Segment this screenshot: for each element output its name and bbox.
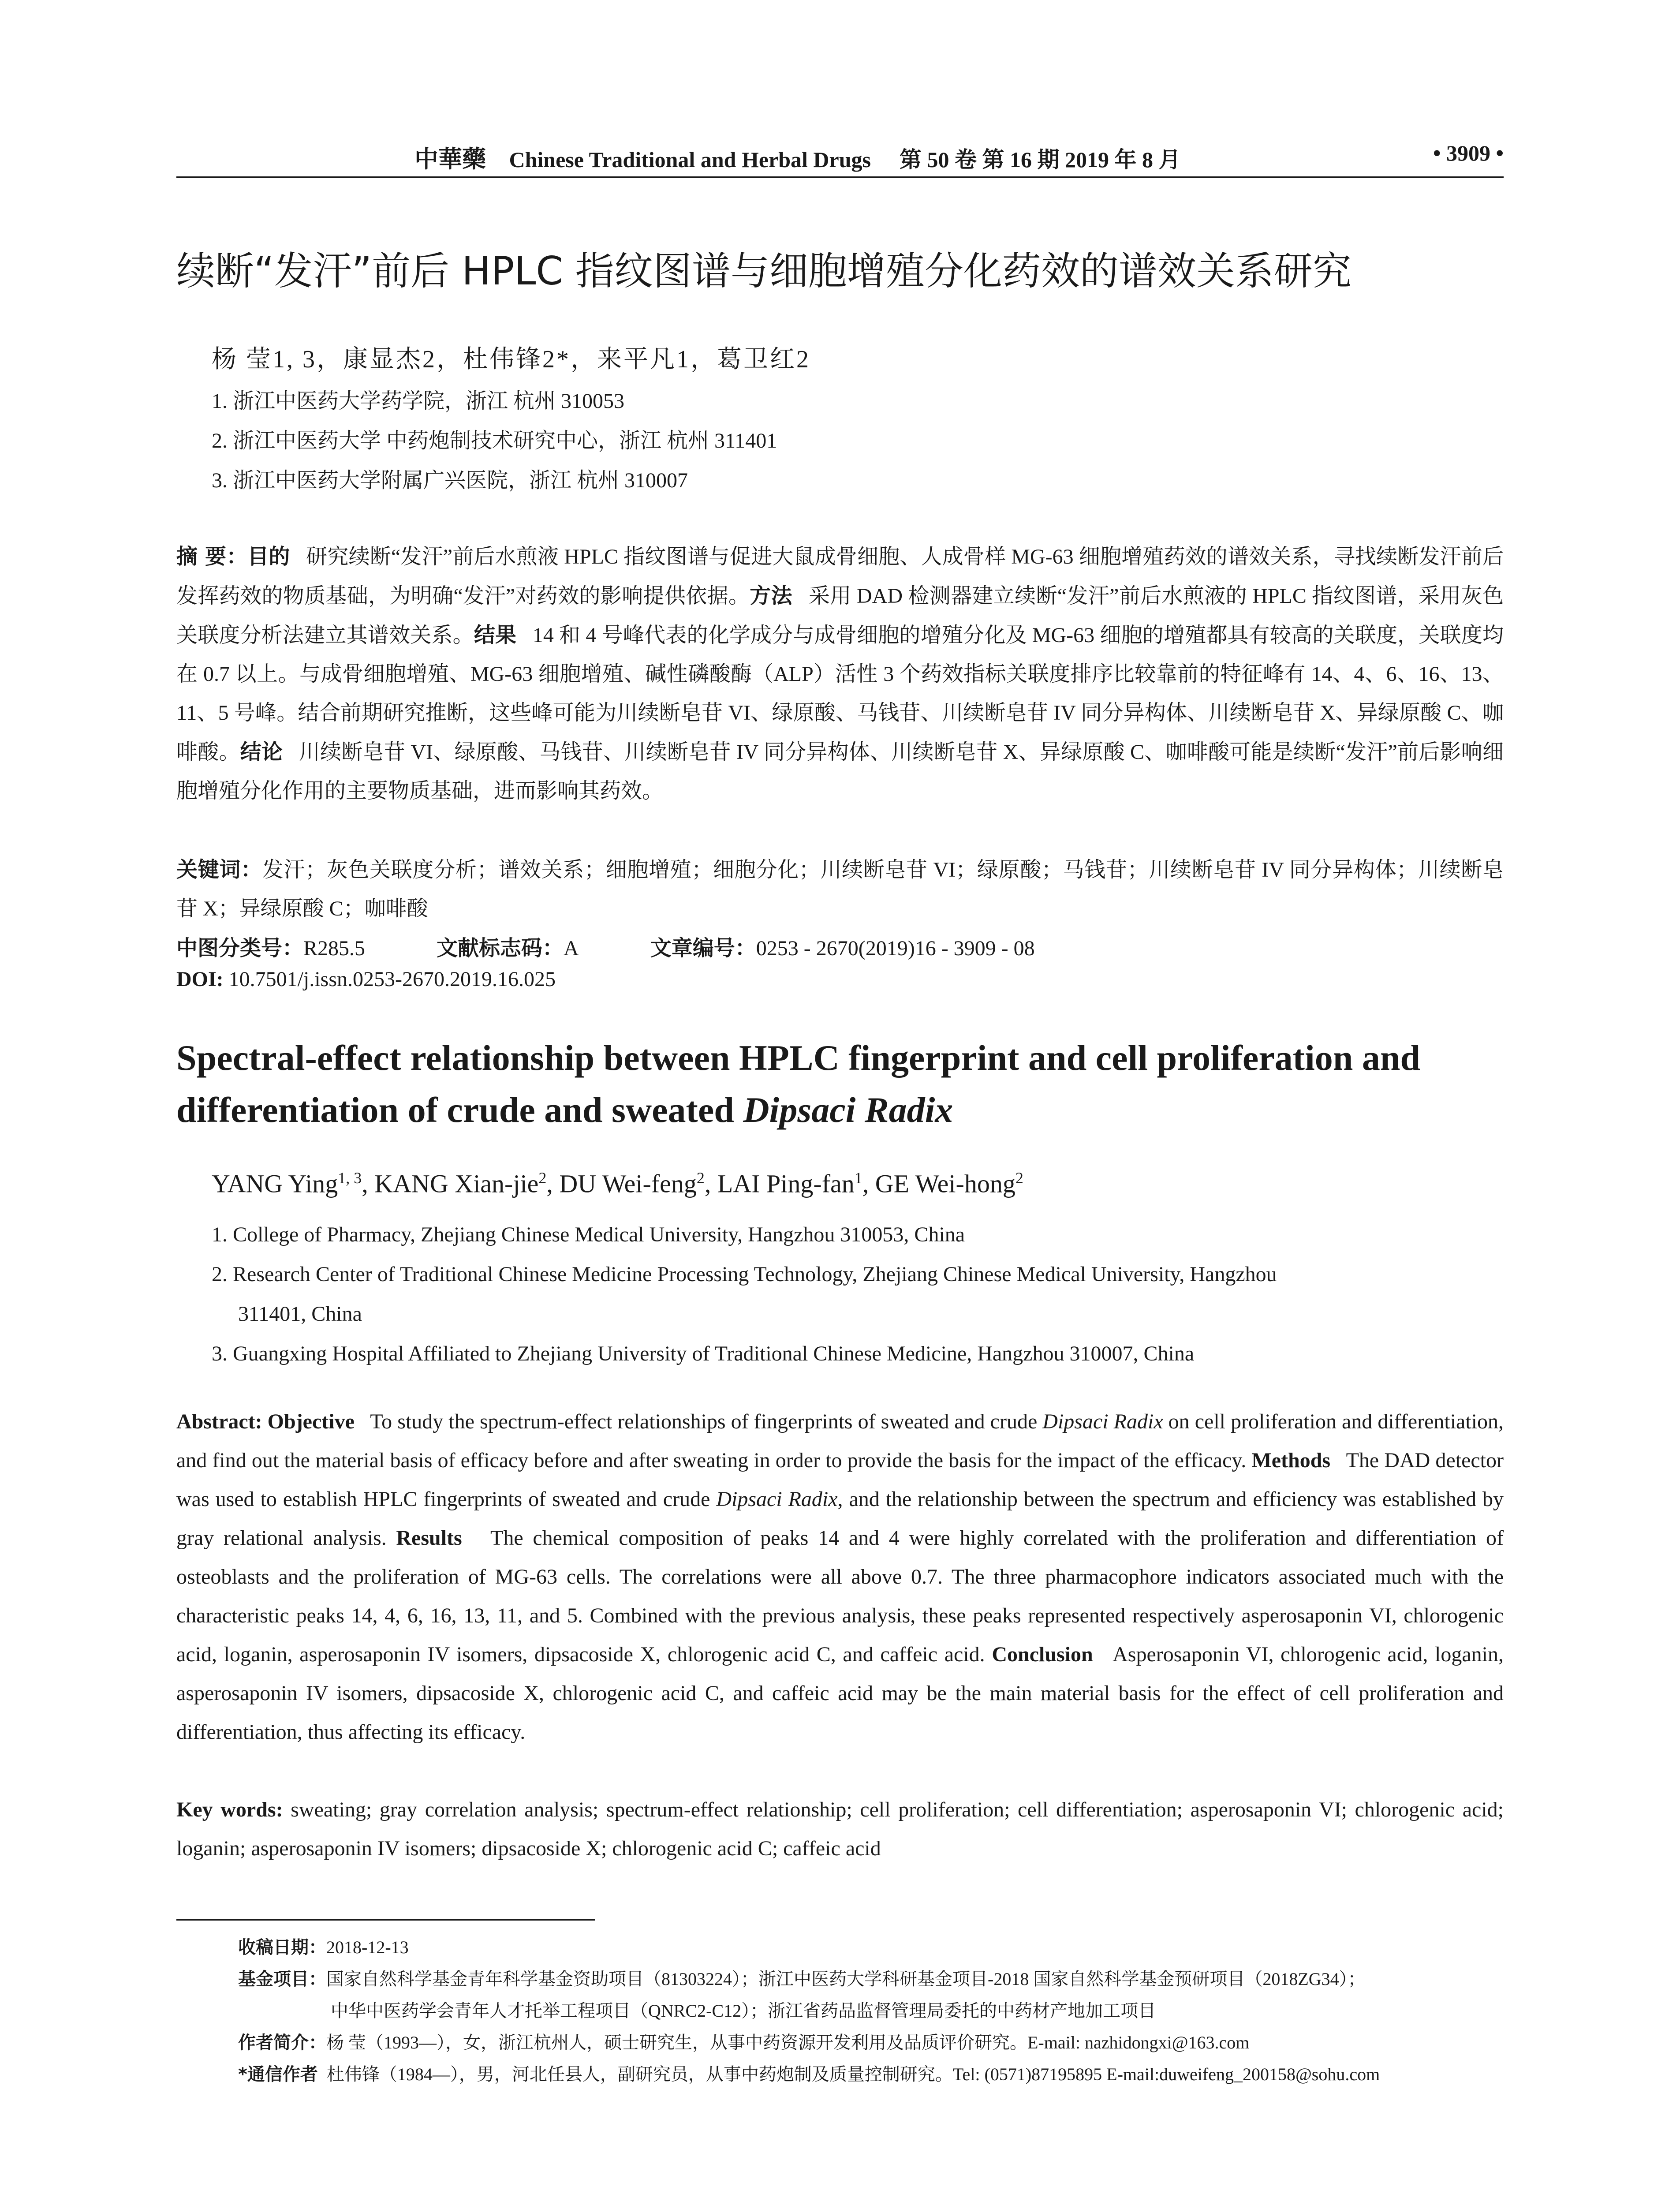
received-label: 收稿日期：	[238, 1937, 326, 1958]
en-author: LAI Ping-fan	[717, 1169, 855, 1198]
page-number: • 3909 •	[1433, 141, 1504, 165]
cn-affiliation-1: 1. 浙江中医药大学药学院，浙江 杭州 310053	[212, 389, 625, 413]
en-affiliation-2-line-1: 2. Research Center of Traditional Chinese Medicine Processing Technology, Zhejiang Chinese Medical University, Hangzhou	[212, 1263, 1277, 1286]
cn-affiliation-2: 2. 浙江中医药大学 中药炮制技术研究中心，浙江 杭州 311401	[212, 429, 777, 452]
footnote-fund	[238, 1963, 1508, 1995]
en-abstract-label: Abstract:	[176, 1410, 262, 1433]
class-value: R285.5	[303, 937, 366, 960]
en-author: DU Wei-feng	[559, 1169, 697, 1198]
footnote-divider	[176, 1919, 595, 1921]
en-keywords-text: sweating; gray correlation analysis; spectrum-effect relationship; cell proliferation; cell differentiation; asperosaponin VI; chlorogenic acid; loganin; asperosaponin IV isomers; dipsacoside X; chlorogenic acid C; caffeic acid	[176, 1798, 1504, 1860]
en-conclusion-text: Asperosaponin VI, chlorogenic acid, loganin, asperosaponin IV isomers, dipsacoside X, chlorogenic acid C, and caffeic acid may be the main material basis for the effect of cell proliferation and differentiation, thus affecting its efficacy.	[176, 1643, 1504, 1744]
author-bio: 杨 莹（1993—），女，浙江杭州人，硕士研究生，从事中药资源开发利用及品质评价研究。E-mail: nazhidongxi@163.com	[326, 2033, 1250, 2052]
en-title-italic: Dipsaci Radix	[743, 1090, 953, 1130]
journal-header	[414, 140, 1180, 174]
en-objective-label: Objective	[267, 1410, 355, 1433]
cn-keywords-text: 发汗；灰色关联度分析；谱效关系；细胞增殖；细胞分化；川续断皂苷 VI；绿原酸；马钱苷；川续断皂苷 IV 同分异构体；川续断皂苷 X；异绿原酸 C；咖啡酸	[176, 858, 1504, 920]
en-affiliation-1: 1. College of Pharmacy, Zhejiang Chinese Medical University, Hangzhou 310053, China	[212, 1223, 965, 1246]
cn-authors: 杨 莹1, 3，康显杰2，杜伟锋2*，来平凡1，葛卫红2	[212, 346, 810, 373]
doi-label: DOI:	[176, 968, 224, 991]
cn-methods-text: 采用 DAD 检测器建立续断“发汗”前后水煎液的 HPLC 指纹图谱，采用灰色关联度分析法建立其谱效关系。	[176, 584, 1504, 647]
cn-keywords	[176, 850, 1504, 928]
cn-abstract	[176, 537, 1504, 811]
en-author: KANG Xian-jie	[374, 1169, 539, 1198]
en-author-sup: 2	[1015, 1169, 1023, 1187]
cn-abstract-label: 摘 要：	[176, 544, 248, 569]
en-results-text: The chemical composition of peaks 14 and 4 were highly correlated with the proliferation and differentiation of osteoblasts and the proliferation of MG-63 cells. The correlations were all above 0.7. The three pharmacophore indicators associated much with the characteristic peaks 14, 4, 6, 16, 13, 11, and 5. Combined with the previous analysis, these peaks represented respectively asperosaponin VI, chlorogenic acid, loganin, asperosaponin IV isomers, dipsacoside X, chlorogenic acid C, and caffeic acid.	[176, 1526, 1504, 1666]
doccode-label: 文献标志码：	[437, 936, 564, 960]
en-objective-italic: Dipsaci Radix	[1042, 1410, 1163, 1433]
en-author: GE Wei-hong	[875, 1169, 1015, 1198]
en-conclusion-label: Conclusion	[992, 1643, 1093, 1666]
cn-objective-text: 研究续断“发汗”前后水煎液 HPLC 指纹图谱与促进大鼠成骨细胞、人成骨样 MG-63 细胞增殖药效的谱效关系，寻找续断发汗前后发挥药效的物质基础，为明确“发汗”对药效的影响提供依据。	[176, 545, 1504, 608]
running-header	[176, 140, 1504, 176]
en-title-main: Spectral-effect relationship between HPLC fingerprint and cell proliferation and differentiation of crude and sweated	[176, 1038, 1421, 1130]
en-results-label: Results	[396, 1526, 462, 1550]
en-methods-text-a: The DAD detector was used to establish HPLC fingerprints of sweated and crude	[176, 1449, 1504, 1511]
en-authors: YANG Ying$^{1, 3}$, KANG Xian-jie$^2$, DU Wei-feng$^2$, LAI Ping-fan$^1$, GE Wei-hong$^2$	[212, 1169, 1023, 1198]
footnote-author	[238, 2027, 1508, 2059]
cn-results-text: 14 和 4 号峰代表的化学成分与成骨细胞的增殖分化及 MG-63 细胞的增殖都具有较高的关联度，关联度均在 0.7 以上。与成骨细胞增殖、MG-63 细胞增殖、碱性磷酸酶（ALP）活性 3 个药效指标关联度排序比较靠前的特征峰有 14、4、6、16、13、11、5 号峰。结合前期研究推断，这些峰可能为川续断皂苷 VI、绿原酸、马钱苷、川续断皂苷 IV 同分异构体、川续断皂苷 X、异绿原酸 C、咖啡酸。	[176, 624, 1504, 764]
en-affiliation-2	[212, 1255, 1504, 1334]
en-keywords	[176, 1790, 1504, 1868]
en-abstract	[176, 1402, 1504, 1752]
footnote-fund-cont: 中华中医药学会青年人才托举工程项目（QNRC2-C12）；浙江省药品监督管理局委托的中药材产地加工项目	[331, 2001, 1156, 2021]
cn-conclusion-text: 川续断皂苷 VI、绿原酸、马钱苷、川续断皂苷 IV 同分异构体、川续断皂苷 X、异绿原酸 C、咖啡酸可能是续断“发汗”前后影响细胞增殖分化作用的主要物质基础，进而影响其药效。	[176, 740, 1504, 803]
footnote-received	[238, 1932, 1508, 1963]
received-date: 2018-12-13	[326, 1937, 409, 1957]
en-author-sup: 1, 3	[338, 1169, 362, 1187]
footnotes	[238, 1932, 1508, 2090]
fund-text-1: 国家自然科学基金青年科学基金资助项目（81303224）；浙江中医药大学科研基金项目-2018 国家自然科学基金预研项目（2018ZG34）；	[326, 1969, 1366, 1989]
cn-title: 续断“发汗”前后 HPLC 指纹图谱与细胞增殖分化药效的谱效关系研究	[176, 248, 1351, 294]
en-objective-text-a: To study the spectrum-effect relationships of fingerprints of sweated and crude	[370, 1410, 1043, 1433]
en-title	[176, 1032, 1504, 1136]
article-value: 0253 - 2670(2019)16 - 3909 - 08	[756, 937, 1035, 960]
en-affiliation-2-line-2: 311401, China	[238, 1302, 362, 1326]
en-author-sup: 1	[854, 1169, 862, 1187]
doi-value[interactable]: 10.7501/j.issn.0253-2670.2019.16.025	[228, 968, 556, 991]
cn-affiliation-3: 3. 浙江中医药大学附属广兴医院，浙江 杭州 310007	[212, 469, 688, 492]
cn-conclusion-label: 结论	[240, 740, 283, 764]
en-methods-label: Methods	[1251, 1449, 1331, 1472]
en-objective-text-b: on cell proliferation and differentiation, and find out the material basis of efficacy before and after sweating in order to provide the basis for the impact of the efficacy.	[176, 1410, 1504, 1472]
fund-label: 基金项目：	[238, 1969, 326, 1989]
en-author: YANG Ying	[212, 1169, 338, 1198]
author-label: 作者简介：	[238, 2033, 326, 2053]
header-divider	[176, 176, 1504, 178]
en-keywords-label: Key words:	[176, 1798, 283, 1821]
corr-bio: 杜伟锋（1984—），男，河北任县人，副研究员，从事中药炮制及质量控制研究。Tel: (0571)87195895 E-mail:duweifeng_200158@sohu.com	[326, 2064, 1380, 2084]
cn-results-label: 结果	[474, 623, 517, 647]
cn-objective-label: 目的	[247, 544, 290, 569]
en-affiliation-3: 3. Guangxing Hospital Affiliated to Zhejiang University of Traditional Chinese Medicine, Hangzhou 310007, China	[212, 1342, 1195, 1365]
en-methods-text-b: , and the relationship between the spectrum and efficiency was established by gray relational analysis.	[176, 1487, 1504, 1550]
cn-keywords-label: 关键词：	[176, 857, 262, 882]
en-methods-italic: Dipsaci Radix	[716, 1487, 838, 1511]
corr-label: *通信作者	[238, 2064, 318, 2085]
doi-line	[176, 967, 556, 991]
en-author-sup: 2	[538, 1169, 547, 1187]
en-author-sup: 2	[696, 1169, 705, 1187]
journal-name: Chinese Traditional and Herbal Drugs	[509, 147, 871, 172]
article-label: 文章编号：	[650, 936, 756, 960]
cn-classification	[176, 929, 1504, 968]
journal-logo: 中華藥	[414, 146, 486, 172]
journal-issue: 第 50 卷 第 16 期 2019 年 8 月	[899, 147, 1181, 172]
cn-methods-label: 方法	[750, 583, 792, 608]
footnote-corresponding	[238, 2059, 1508, 2090]
doccode-value: A	[564, 937, 579, 960]
class-label: 中图分类号：	[176, 936, 304, 960]
